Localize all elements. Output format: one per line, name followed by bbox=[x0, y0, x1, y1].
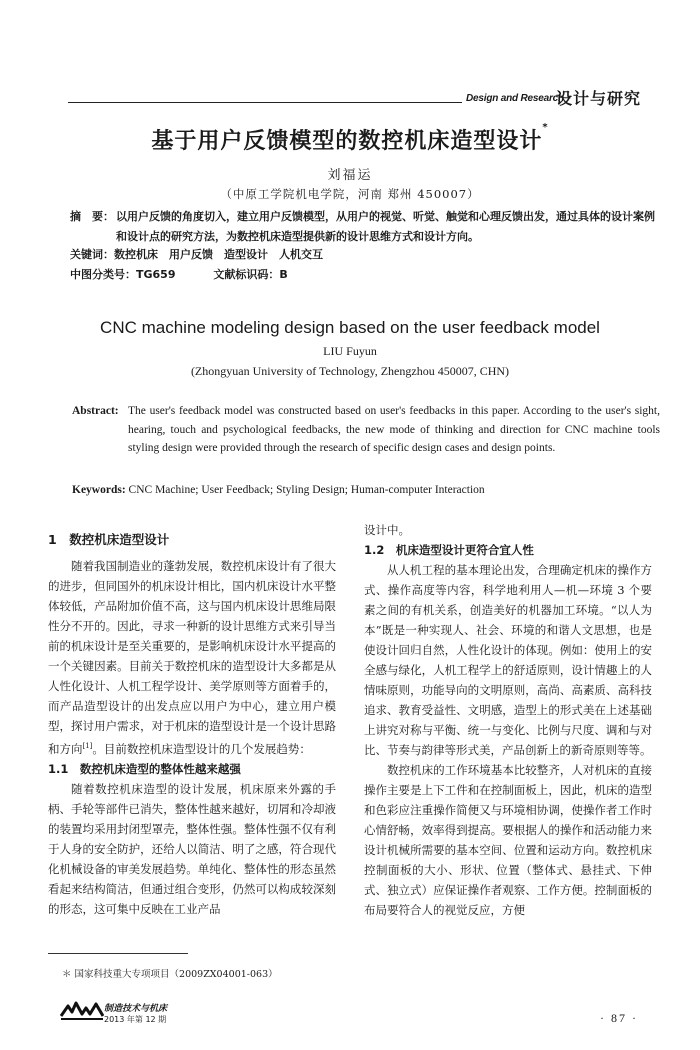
keywords-en-text: CNC Machine; User Feedback; Styling Design; Human-computer Interaction bbox=[128, 484, 485, 496]
classification bbox=[70, 266, 288, 282]
header-section-zh: 设计与研究 bbox=[556, 89, 642, 108]
page-number: · 87 · bbox=[600, 1011, 638, 1025]
header-section-en: Design and Research bbox=[466, 93, 564, 104]
paper-title-en: CNC machine modeling design based on the user feedback model bbox=[100, 318, 600, 337]
journal-logo-mark bbox=[60, 1000, 104, 1022]
keywords-zh: 关键词：数控机床 用户反馈 造型设计 人机交互 bbox=[70, 248, 323, 261]
class-number: 中图分类号：TG659 bbox=[70, 268, 176, 281]
abstract-zh bbox=[70, 207, 660, 247]
section-1-text: 随着我国制造业的蓬勃发展，数控机床设计有了很大的进步，但同国外的机床设计相比，国内机床设计水平整体较低，产品附加价值不高，这与国内机床设计思维局限性分不开的。因此，寻求一种新的设计思维方式来引导当前的机床设计是至关重要的，是影响机床设计水平提高的一个关键因素。目前关于数控机床的造型设计大多都是从人性化设计、人机工程学设计、美学原则等方面着手的，而产品造型设计的出发点应以用户为中心，建立用户模型，探讨用户需求，对于机床的造型设计是一个设计思路和方向 bbox=[48, 559, 336, 756]
abstract-zh-label: 摘 要： bbox=[70, 210, 114, 223]
footnote: ＊ 国家科技重大专项项目（2009ZX04001-063） bbox=[62, 969, 278, 980]
section-1-paragraph bbox=[48, 556, 336, 759]
header-rule bbox=[68, 102, 462, 103]
title-footnote-mark: * bbox=[542, 122, 549, 133]
paper-title-zh bbox=[0, 124, 700, 155]
body-right-column bbox=[364, 520, 652, 920]
footnote-rule bbox=[48, 953, 188, 954]
abstract-en-text: The user's feedback model was constructed based on user's feedbacks in this paper. According to the user's sight, hearing, touch and psychological feedbacks, the new mode of thinking and direction for CNC machine tools styling design were provided through the research of specific design cases and design points. bbox=[128, 405, 660, 454]
section-1-text-end: 。目前数控机床造型设计的几个发展趋势： bbox=[92, 741, 311, 756]
citation-ref: [1] bbox=[82, 742, 93, 750]
journal-name: 制造技术与机床 bbox=[104, 1004, 168, 1014]
section-1-1-heading: 1.1 数控机床造型的整体性越来越强 bbox=[48, 761, 241, 776]
section-1-2-heading: 1.2 机床造型设计更符合宜人性 bbox=[364, 543, 534, 557]
affiliation-en: (Zhongyuan University of Technology, Zhengzhou 450007, CHN) bbox=[190, 364, 510, 378]
journal-issue: 2013 年第 12 期 bbox=[104, 1015, 167, 1024]
body-left-column bbox=[48, 520, 336, 919]
abstract-en-label: Abstract: bbox=[72, 405, 119, 417]
section-1-2-paragraph-1: 从人机工程的基本理论出发，合理确定机床的操作方式、操作高度等内容，科学地利用人—机—环境 3 个要素之间的有机关系，创造美好的机器加工环境。“以人为本”既是一种实现人、社会、环境的和谐人文思想，也是使设计回归自然，人性化设计的体现。例如：使用上的安全感与绿化，人机工程学上的舒适原则，设计情趣上的人情味原则，功能导向的文明原则，高尚、高素质、高科技追求、教育受益性、文明感，造型上的形式美在上述基础上讲究对称与平衡、统一与变化、比例与尺度、调和与对比、节奏与韵律等形式美，产品创新上的新奇原则等等。 bbox=[364, 563, 652, 757]
section-1-1-paragraph: 随着数控机床造型的设计发展，机床原来外露的手柄、手轮等部件已消失，整体性越来越好，切屑和冷却液的装置均采用封闭型罩壳，整体性强。整体性强不仅有利于人身的安全防护，还给人以简洁、明了之感，符合现代化机械设备的审美发展趋势。单纯化、整体性的形态虽然看起来结构简洁，但通过组合变形，仍然可以构成较深刻的形态，这可集中反映在工业产品 bbox=[48, 781, 336, 916]
affiliation-zh: （中原工学院机电学院，河南 郑州 450007） bbox=[220, 187, 480, 201]
document-code: 文献标识码：B bbox=[213, 268, 288, 281]
author-en: LIU Fuyun bbox=[323, 344, 377, 358]
section-1-2-paragraph-2: 数控机床的工作环境基本比较整齐，人对机床的直接操作主要是上下工件和在控制面板上，因此，机床的造型和色彩应注重操作简便又与环境相协调，使操作者工作时心情舒畅，效率得到提高。要根据人的操作和活动能力来设计机械所需要的基本空间、位置和运动方向。数控机床控制面板的大小、形状、位置（整体式、悬挂式、下伸式、独立式）应保证操作者观察、工作方便。控制面板的布局要符合人的视觉反应，方便 bbox=[364, 763, 652, 917]
title-text: 基于用户反馈模型的数控机床造型设计 bbox=[151, 129, 543, 154]
abstract-en bbox=[72, 402, 660, 458]
abstract-zh-text: 以用户反馈的角度切入，建立用户反馈模型，从用户的视觉、听觉、触觉和心理反馈出发，通过具体的设计案例和设计点的研究方法，为数控机床造型提供新的设计思维方式和设计方向。 bbox=[116, 210, 655, 243]
keywords-en bbox=[72, 484, 660, 496]
continued-text: 设计中。 bbox=[364, 523, 410, 537]
keywords-en-label: Keywords: bbox=[72, 484, 126, 496]
section-1-heading: 1 数控机床造型设计 bbox=[48, 532, 170, 547]
author-zh: 刘福运 bbox=[327, 168, 373, 183]
